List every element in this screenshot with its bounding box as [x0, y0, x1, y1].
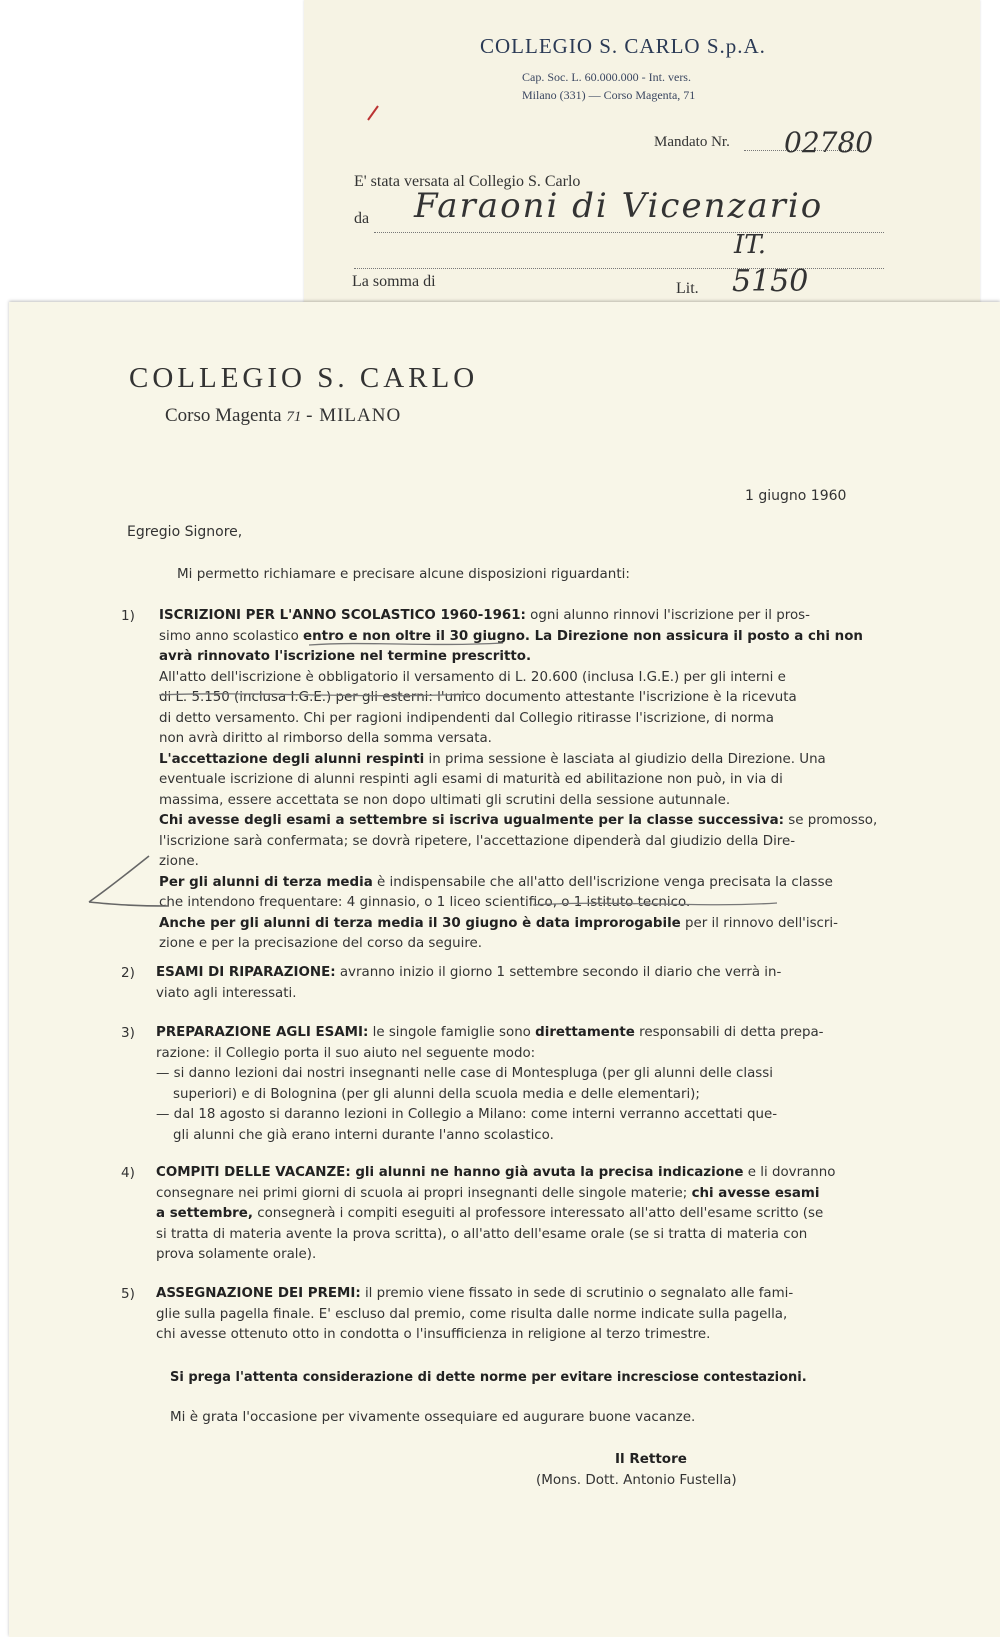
- address-street: Corso Magenta: [165, 405, 282, 426]
- section-3-number: 3): [121, 1025, 135, 1041]
- salutation: Egregio Signore,: [127, 524, 243, 540]
- text-line: [156, 1105, 824, 1126]
- red-ink-mark: [364, 96, 394, 126]
- bold-text: direttamente: [535, 1025, 635, 1040]
- lit-label: Lit.: [676, 280, 699, 297]
- bold-text: L'accettazione degli alunni respinti: [159, 751, 425, 767]
- body-text: avranno inizio il giorno 1 settembre secondo il diario che verrà in-: [335, 965, 782, 980]
- signature-title: Il Rettore: [615, 1451, 687, 1467]
- section-2-body: [156, 963, 781, 1004]
- body-text: simo anno scolastico: [159, 628, 304, 644]
- body-text: è indispensabile che all'atto dell'iscrizione venga precisata la classe: [372, 874, 833, 890]
- body-text: All'atto dell'iscrizione è obbligatorio il versamento di L. 20.600 (inclusa I.G.E.) per gli interni e: [159, 669, 786, 685]
- body-text: che intendono frequentare: 4 ginnasio, o 1 liceo scientifico, o 1 istituto tecnico.: [159, 895, 691, 910]
- body-text: in prima sessione è lasciata al giudizio della Direzione. Una: [424, 751, 826, 767]
- amount-handwritten: 5150: [732, 264, 809, 299]
- section-4-body: [156, 1163, 835, 1266]
- body-text: e li dovranno: [743, 1165, 836, 1180]
- body-text: razione: il Collegio porta il suo aiuto nel seguente modo:: [156, 1045, 536, 1061]
- text-line: [156, 1225, 835, 1246]
- bold-text: avrà rinnovato l'iscrizione nel termine prescritto.: [159, 649, 532, 664]
- letter-sheet: [9, 302, 1000, 1637]
- text-line: [159, 832, 877, 853]
- body-text: il premio viene fissato in sede di scrutinio o segnalato alle fami-: [360, 1286, 794, 1301]
- text-line: [159, 606, 877, 627]
- receipt-company-name: COLLEGIO S. CARLO S.p.A.: [480, 34, 766, 58]
- section-4-number: 4): [121, 1165, 135, 1181]
- bold-text: entro e non oltre il 30 giugno. La Direzione non assicura il posto a chi non: [303, 628, 863, 644]
- body-text: prova solamente orale).: [156, 1247, 317, 1262]
- section-1-number: 1): [121, 608, 135, 624]
- text-line: [159, 873, 877, 894]
- bold-text: ISCRIZIONI PER L'ANNO SCOLASTICO 1960-1961:: [159, 608, 526, 623]
- body-text: si tratta di materia avente la prova scritta), o all'atto dell'esame orale (se si tratta di materia con: [156, 1226, 808, 1242]
- body-text: — si danno lezioni dai nostri insegnanti nelle case di Montespluga (per gli alunni delle classi: [156, 1066, 773, 1081]
- bold-text: ASSEGNAZIONE DEI PREMI:: [156, 1286, 361, 1301]
- body-text: viato agli interessati.: [156, 985, 297, 1001]
- receipt-address: Milano (331) — Corso Magenta, 71: [522, 88, 696, 102]
- bold-text: chi avesse esami: [691, 1185, 820, 1201]
- body-text: consegnerà i compiti eseguiti al professore interessato all'atto dell'esame scritto (se: [252, 1206, 824, 1221]
- text-line: [156, 1044, 824, 1065]
- body-text: zione e per la precisazione del corso da seguire.: [159, 936, 483, 951]
- body-text: l'iscrizione sarà confermata; se dovrà ripetere, l'accettazione dipenderà dal giudizio della Dire-: [159, 833, 796, 849]
- text-line: [159, 934, 877, 955]
- section-5-number: 5): [121, 1286, 135, 1302]
- pencil-underline: [157, 688, 477, 702]
- bold-text: a settembre,: [156, 1206, 253, 1221]
- text-line: [156, 1064, 824, 1085]
- body-text: glie sulla pagella finale. E' escluso dal premio, come risulta dalle norme indicate sulla pagella,: [156, 1306, 788, 1322]
- pencil-underline: [531, 897, 781, 911]
- body-text: zione.: [159, 854, 199, 869]
- text-line: [156, 963, 781, 984]
- text-line: [159, 791, 877, 812]
- payer-handwritten: Faraoni di Vicenzario: [414, 186, 824, 226]
- body-text: le singole famiglie sono: [368, 1025, 536, 1040]
- body-text: di detto versamento. Chi per ragioni indipendenti dal Collegio ritirasse l'iscrizione, di norma: [159, 710, 774, 726]
- text-line: [156, 1245, 835, 1266]
- text-line: [159, 914, 877, 935]
- body-text: eventuale iscrizione di alunni respinti agli esami di maturità ed abilitazione non può, in via di: [159, 772, 783, 787]
- text-line: [156, 1163, 835, 1184]
- body-text: consegnare nei primi giorni di scuola ai propri insegnanti delle singole materie;: [156, 1185, 692, 1201]
- text-line: [156, 1085, 824, 1106]
- pencil-check-mark: [69, 822, 179, 912]
- text-line: [159, 668, 877, 689]
- intro-line: Mi permetto richiamare e precisare alcune disposizioni riguardanti:: [177, 566, 630, 582]
- text-line: [156, 1305, 793, 1326]
- somma-label: La somma di: [352, 273, 436, 290]
- text-line: [159, 852, 877, 873]
- da-label: da: [354, 210, 370, 227]
- body-text: se promosso,: [783, 813, 878, 828]
- bold-text: Per gli alunni di terza media: [159, 874, 373, 890]
- bold-text: Anche per gli alunni di terza media il 30 giugno è data improrogabile: [159, 915, 681, 931]
- body-text: non avrà diritto al rimborso della somma versata.: [159, 731, 492, 746]
- text-line: [156, 1023, 824, 1044]
- text-line: [156, 1284, 793, 1305]
- body-text: massima, essere accettata se non dopo ultimati gli scrutini della sessione autunnale.: [159, 792, 731, 808]
- body-text: — dal 18 agosto si daranno lezioni in Collegio a Milano: come interni verranno accettati que-: [156, 1107, 778, 1122]
- text-line: [159, 647, 877, 668]
- text-line: [156, 1204, 835, 1225]
- letter-title: COLLEGIO S. CARLO: [129, 362, 479, 394]
- text-line: [156, 1126, 824, 1147]
- address-number: 71: [286, 409, 302, 425]
- body-text: superiori) e di Bolognina (per gli alunni della scuola media e delle elementari);: [156, 1086, 700, 1102]
- body-text: responsabili di detta prepa-: [634, 1025, 824, 1040]
- text-line: [156, 1184, 835, 1205]
- text-line: [159, 729, 877, 750]
- text-line: [159, 627, 877, 648]
- letter-address: [165, 405, 401, 427]
- body-text: ogni alunno rinnovi l'iscrizione per il pros-: [525, 608, 810, 623]
- signature-name: (Mons. Dott. Antonio Fustella): [536, 1472, 737, 1488]
- bold-text: PREPARAZIONE AGLI ESAMI:: [156, 1025, 369, 1040]
- letter-date: 1 giugno 1960: [745, 488, 847, 504]
- closing-request: Si prega l'attenta considerazione di dette norme per evitare incresciose contestazioni.: [170, 1370, 807, 1385]
- section-3-body: [156, 1023, 824, 1146]
- mandate-number: 02780: [784, 126, 874, 159]
- versata-label: E' stata versata al Collegio S. Carlo: [354, 173, 581, 190]
- section-2-number: 2): [121, 965, 135, 981]
- body-text: gli alunni che già erano interni durante l'anno scolastico.: [156, 1127, 554, 1143]
- text-line: [156, 1325, 793, 1346]
- body-text: di L. 5.150 (inclusa I.G.E.) per gli esterni: l'unico documento attestante l'iscrizione è la ricevuta: [159, 690, 797, 705]
- text-line: [156, 984, 781, 1005]
- text-line: [159, 811, 877, 832]
- receipt-capital: Cap. Soc. L. 60.000.000 - Int. vers.: [522, 70, 691, 84]
- text-line: [159, 770, 877, 791]
- body-text: chi avesse ottenuto otto in condotta o l'insufficienza in religione al terzo trimestre.: [156, 1327, 711, 1342]
- closing-greeting: Mi è grata l'occasione per vivamente ossequiare ed augurare buone vacanze.: [170, 1409, 696, 1425]
- address-city: - MILANO: [306, 405, 402, 426]
- receipt-slip: [304, 0, 980, 330]
- body-text: per il rinnovo dell'iscri-: [680, 915, 838, 931]
- bold-text: ESAMI DI RIPARAZIONE:: [156, 965, 336, 980]
- mandate-label: Mandato Nr.: [654, 134, 730, 150]
- bold-text: Chi avesse degli esami a settembre si iscriva ugualmente per la classe successiva:: [159, 813, 784, 828]
- bold-text: COMPITI DELLE VACANZE: gli alunni ne hanno già avuta la precisa indicazione: [156, 1165, 744, 1180]
- text-line: [159, 709, 877, 730]
- pencil-underline: [307, 637, 507, 651]
- section-5-body: [156, 1284, 793, 1346]
- payer-note-handwritten: IT.: [734, 230, 767, 260]
- text-line: [159, 750, 877, 771]
